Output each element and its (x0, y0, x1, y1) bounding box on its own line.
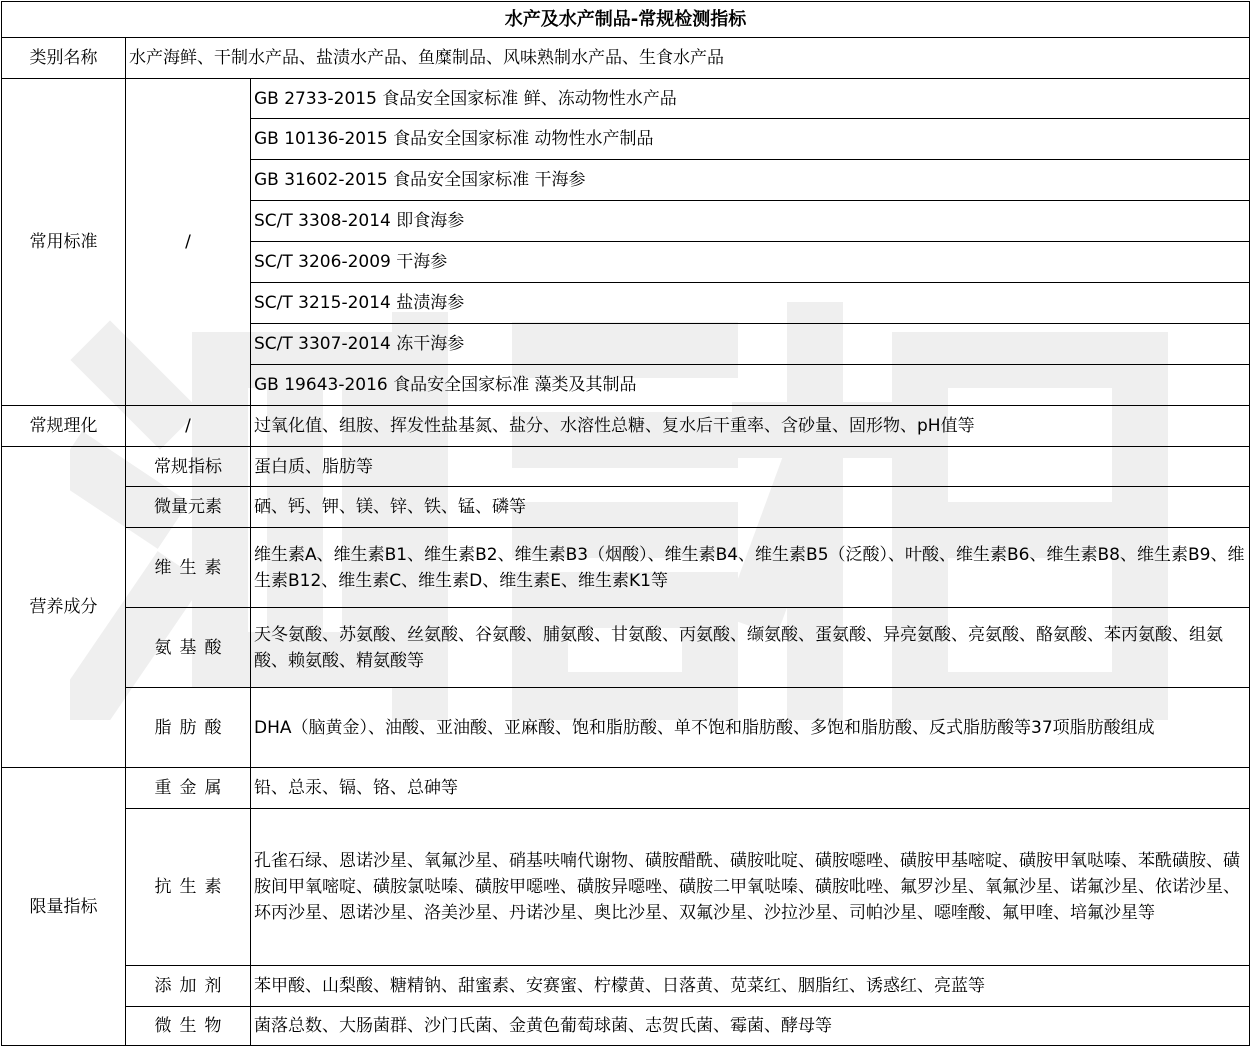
nutrition-name: 脂肪酸 (126, 688, 251, 768)
nutrition-row (2, 487, 1250, 528)
physchem-row (2, 406, 1250, 447)
nutrition-name: 氨基酸 (126, 608, 251, 688)
limits-name: 重金属 (126, 768, 251, 809)
nutrition-name: 微量元素 (126, 487, 251, 528)
standard-item: GB 19643-2016 食品安全国家标准 藻类及其制品 (251, 365, 1250, 406)
category-value: 水产海鲜、干制水产品、盐渍水产品、鱼糜制品、风味熟制水产品、生食水产品 (126, 38, 1250, 79)
physchem-value: 过氧化值、组胺、挥发性盐基氮、盐分、水溶性总糖、复水后干重率、含砂量、固形物、pH值等 (251, 406, 1250, 447)
nutrition-value: 硒、钙、钾、镁、锌、铁、锰、磷等 (251, 487, 1250, 528)
table-title: 水产及水产制品-常规检测指标 (2, 2, 1250, 38)
nutrition-label: 营养成分 (2, 447, 126, 768)
standards-sub: / (126, 79, 251, 406)
title-row (2, 2, 1250, 38)
limits-label: 限量指标 (2, 768, 126, 1046)
physchem-sub: / (126, 406, 251, 447)
limits-row (2, 966, 1250, 1007)
standard-item: SC/T 3215-2014 盐渍海参 (251, 283, 1250, 324)
inspection-table (1, 1, 1250, 1046)
limits-row (2, 809, 1250, 966)
limits-row (2, 1007, 1250, 1046)
limits-name: 微生物 (126, 1007, 251, 1046)
standard-item: SC/T 3307-2014 冻干海参 (251, 324, 1250, 365)
standard-row (2, 79, 1250, 119)
standard-item: SC/T 3206-2009 干海参 (251, 242, 1250, 283)
nutrition-name: 常规指标 (126, 447, 251, 487)
nutrition-row (2, 608, 1250, 688)
standard-item: SC/T 3308-2014 即食海参 (251, 201, 1250, 242)
standard-item: GB 10136-2015 食品安全国家标准 动物性水产制品 (251, 119, 1250, 160)
category-row (2, 38, 1250, 79)
standard-item: GB 2733-2015 食品安全国家标准 鲜、冻动物性水产品 (251, 79, 1250, 119)
nutrition-row (2, 447, 1250, 487)
standard-item: GB 31602-2015 食品安全国家标准 干海参 (251, 160, 1250, 201)
standards-label: 常用标准 (2, 79, 126, 406)
physchem-label: 常规理化 (2, 406, 126, 447)
limits-value: 孔雀石绿、恩诺沙星、氧氟沙星、硝基呋喃代谢物、磺胺醋酰、磺胺吡啶、磺胺噁唑、磺胺甲基嘧啶、磺胺甲氧哒嗪、苯酰磺胺、磺胺间甲氧嘧啶、磺胺氯哒嗪、磺胺甲噁唑、磺胺异噁唑、磺胺二甲氧哒嗪、磺胺吡唑、氟罗沙星、氧氟沙星、诺氟沙星、依诺沙星、环丙沙星、恩诺沙星、洛美沙星、丹诺沙星、奥比沙星、双氟沙星、沙拉沙星、司帕沙星、噁喹酸、氟甲喹、培氟沙星等 (251, 809, 1250, 966)
limits-name: 抗生素 (126, 809, 251, 966)
category-label: 类别名称 (2, 38, 126, 79)
nutrition-row (2, 528, 1250, 608)
nutrition-name: 维生素 (126, 528, 251, 608)
limits-value: 铅、总汞、镉、铬、总砷等 (251, 768, 1250, 809)
limits-row (2, 768, 1250, 809)
limits-value: 苯甲酸、山梨酸、糖精钠、甜蜜素、安赛蜜、柠檬黄、日落黄、苋菜红、胭脂红、诱惑红、亮蓝等 (251, 966, 1250, 1007)
nutrition-value: 蛋白质、脂肪等 (251, 447, 1250, 487)
limits-value: 菌落总数、大肠菌群、沙门氏菌、金黄色葡萄球菌、志贺氏菌、霉菌、酵母等 (251, 1007, 1250, 1046)
nutrition-value: 维生素A、维生素B1、维生素B2、维生素B3（烟酸）、维生素B4、维生素B5（泛酸）、叶酸、维生素B6、维生素B8、维生素B9、维生素B12、维生素C、维生素D、维生素E、维生素K1等 (251, 528, 1250, 608)
limits-name: 添加剂 (126, 966, 251, 1007)
nutrition-row (2, 688, 1250, 768)
nutrition-value: DHA（脑黄金）、油酸、亚油酸、亚麻酸、饱和脂肪酸、单不饱和脂肪酸、多饱和脂肪酸、反式脂肪酸等37项脂肪酸组成 (251, 688, 1250, 768)
nutrition-value: 天冬氨酸、苏氨酸、丝氨酸、谷氨酸、脯氨酸、甘氨酸、丙氨酸、缬氨酸、蛋氨酸、异亮氨酸、亮氨酸、酪氨酸、苯丙氨酸、组氨酸、赖氨酸、精氨酸等 (251, 608, 1250, 688)
